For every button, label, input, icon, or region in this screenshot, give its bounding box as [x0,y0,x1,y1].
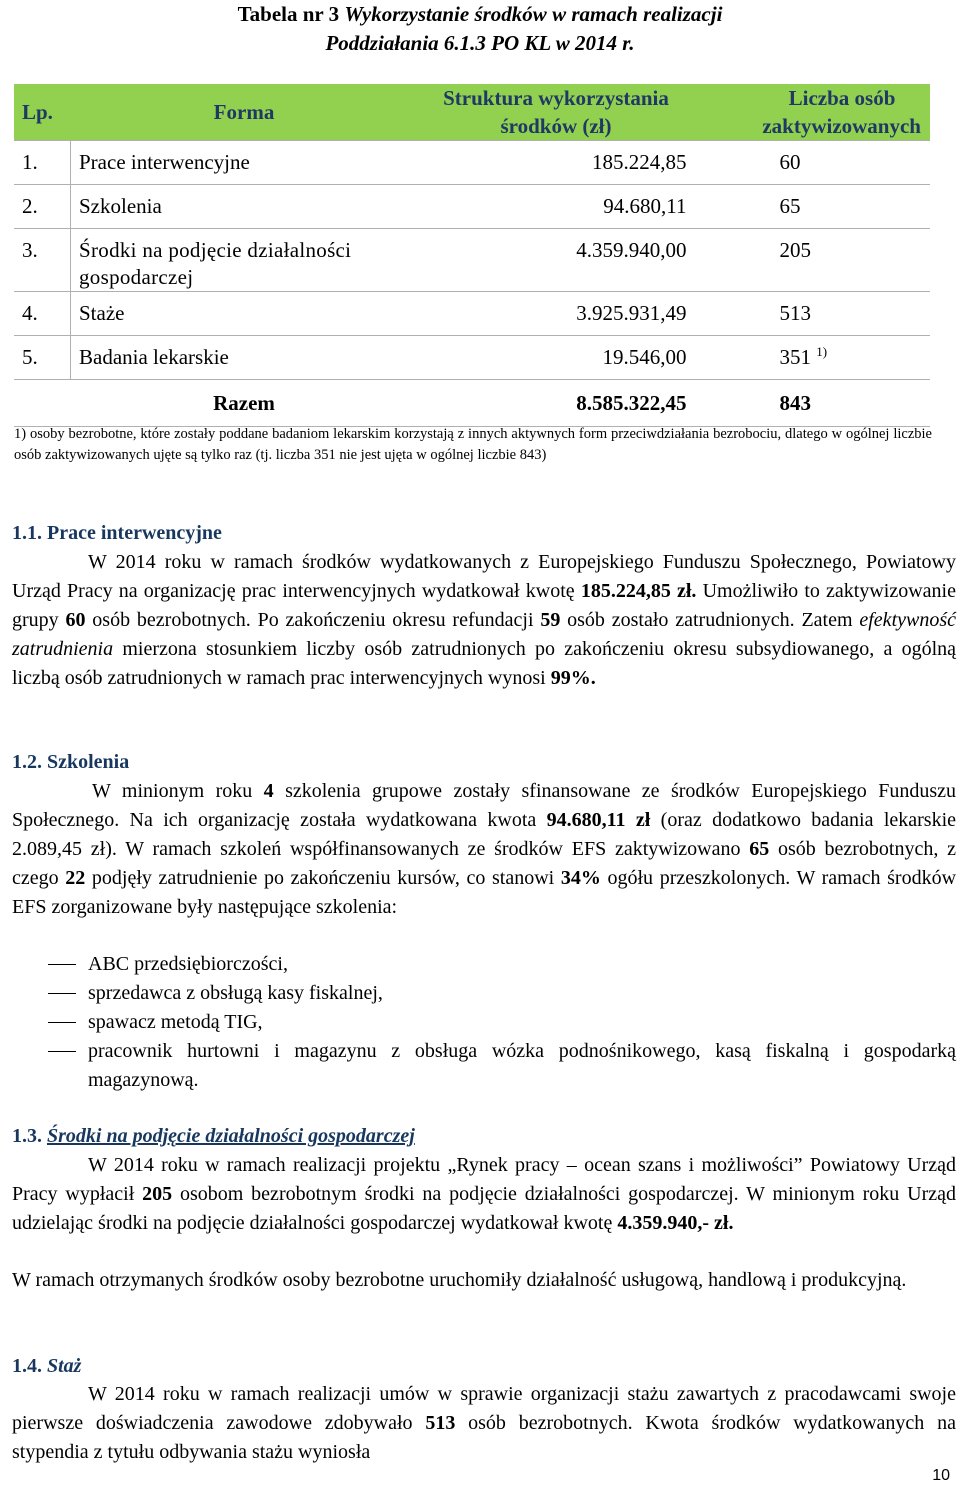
total-label: Razem [71,380,418,427]
row-amount: 94.680,11 [418,185,695,229]
row-amount: 19.546,00 [418,336,695,380]
row-lp: 3. [14,229,71,292]
row-amount: 185.224,85 [418,141,695,185]
section-heading-1-1: 1.1. Prace interwencyjne [12,522,222,544]
row-forma: Badania lekarskie [71,336,418,380]
header-count-line-1: Liczba osób [788,86,896,110]
section-heading-1-3: 1.3. Środki na podjęcie działalności gospodarczej [12,1125,415,1147]
table-total-row [14,380,930,427]
total-count: 843 [695,380,930,427]
list-item: spawacz metodą TIG, [40,1008,956,1037]
total-amount: 8.585.322,45 [418,380,695,427]
table-footnote: 1) osoby bezrobotne, które zostały poddane badaniom lekarskim korzystają z innych aktywnych form przeciwdziałania bezrobociu, dlatego w ogólnej liczbie osób zaktywizowanych ujęte są tylko raz (tj. liczba 351 nie jest ujęta w ogólnej liczbie 843) [14,426,932,463]
row-count [695,336,930,380]
table-row [14,141,930,185]
table-row [14,229,930,292]
header-count-line-2: zaktywizowanych [762,114,921,138]
row-amount: 4.359.940,00 [418,229,695,292]
table-row [14,292,930,336]
row-count: 205 [695,229,930,292]
list-item: pracownik hurtowni i magazynu z obsługa wózka podnośnikowego, kasą fiskalną i gospodarką magazynową. [40,1037,956,1095]
training-list [40,950,956,1095]
list-item: ABC przedsiębiorczości, [40,950,956,979]
header-structure-line-1: Struktura wykorzystania [443,86,669,110]
row-forma: Prace interwencyjne [71,141,418,185]
header-lp: Lp. [14,84,71,141]
section-heading-1-4: 1.4. Staż [12,1355,82,1377]
table-title-text: Wykorzystanie środków w ramach realizacji [344,2,723,26]
row-count: 65 [695,185,930,229]
table-title-line-2: Poddziałania 6.1.3 PO KL w 2014 r. [325,31,635,55]
section-1-4-paragraph: W 2014 roku w ramach realizacji umów w sprawie organizacji stażu zawartych z pracodawcami swoje pierwsze doświadczenia zawodowe zdobywało 513 osób bezrobotnych. Kwota środków wydatkowanych na stypendia z tytułu odbywania stażu wyniosła [12,1383,956,1463]
row-forma: Staże [71,292,418,336]
footnote-marker: 1) [816,344,828,359]
header-structure-line-2: środków (zł) [500,114,612,138]
list-item: sprzedawca z obsługą kasy fiskalnej, [40,979,956,1008]
usage-table [14,84,930,427]
row-lp: 1. [14,141,71,185]
table-header-row [14,84,930,141]
section-1-3-paragraph-2: W ramach otrzymanych środków osoby bezrobotne uruchomiły działalność usługową, handlową i produkcyjną. [12,1269,907,1291]
table-title-number: Tabela nr 3 [237,2,345,26]
header-count [695,84,930,141]
section-1-2-paragraph: W minionym roku 4 szkolenia grupowe zostały sfinansowane ze środków Europejskiego Funduszu Społecznego. Na ich organizację została wydatkowana kwota 94.680,11 zł (oraz dodatkowo badania lekarskie 2.089,45 zł). W ramach szkoleń współfinansowanych ze środków EFS zaktywizowano 65 osób bezrobotnych, z czego 22 podjęły zatrudnienie po zakończeniu kursów, co stanowi 34% ogółu przeszkolonych. W ramach środków EFS zorganizowane były następujące szkolenia: [12,780,957,918]
section-heading-1-2: 1.2. Szkolenia [12,751,130,773]
row-amount: 3.925.931,49 [418,292,695,336]
row-count-value: 351 [779,345,811,369]
row-lp: 4. [14,292,71,336]
row-forma: Szkolenia [71,185,418,229]
row-count: 513 [695,292,930,336]
section-1-3-paragraph-1: W 2014 roku w ramach realizacji projektu „Rynek pracy – ocean szans i możliwości” Powiatowy Urząd Pracy wypłacił 205 osobom bezrobotnym środki na podjęcie działalności gospodarczej. W minionym roku Urząd udzielając środki na podjęcie działalności gospodarczej wydatkował kwotę 4.359.940,- zł. [12,1154,956,1234]
table-row [14,336,930,380]
row-lp: 2. [14,185,71,229]
table-row [14,185,930,229]
row-forma: Środki na podjęcie działalności gospodarczej [71,229,418,292]
table-title-line-1 [0,0,960,29]
row-count: 60 [695,141,930,185]
header-structure [418,84,695,141]
section-1-1-paragraph: W 2014 roku w ramach środków wydatkowanych z Europejskiego Funduszu Społecznego, Powiatowy Urząd Pracy na organizację prac interwencyjnych wydatkował kwotę 185.224,85 zł. Umożliwiło to zaktywizowanie grupy 60 osób bezrobotnych. Po zakończeniu okresu refundacji 59 osób zostało zatrudnionych. Zatem efektywność zatrudnienia mierzona stosunkiem liczby osób zatrudnionych po zakończeniu okresu subsydiowanego, a ogólną liczbą osób zatrudnionych w ramach prac interwencyjnych wynosi 99%. [12,551,956,689]
header-forma: Forma [71,84,418,141]
row-lp: 5. [14,336,71,380]
page-number: 10 [932,1467,950,1484]
